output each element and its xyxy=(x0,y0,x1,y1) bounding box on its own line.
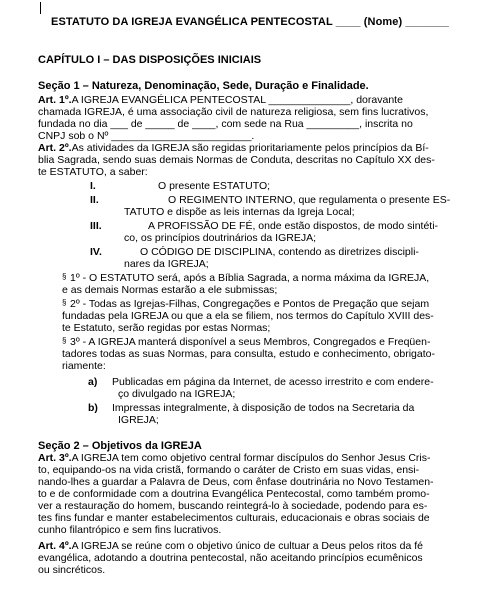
paragraph-1-line-2: e as demais Normas estarão a ele submissas; xyxy=(62,284,278,296)
item-b-line-1: Impressas integralmente, à disposição de todos na Secretaria da xyxy=(112,402,415,414)
art-1-label: Art. 1º. xyxy=(38,94,72,106)
art-3-line-3: nando-lhes a guardar a Palavra de Deus, com ênfase doutrinária no Novo Testamen- xyxy=(38,476,434,488)
paragraph-3-line-3: riamente: xyxy=(62,360,106,372)
art-2-line-2: blia Sagrada, sendo suas demais Normas de Conduta, descritas no Capítulo XX des- xyxy=(38,154,435,166)
chapter-heading: CAPÍTULO I – DAS DISPOSIÇÕES INICIAIS xyxy=(38,54,262,66)
art-3-line-7: cunho filantrópico e sem fins lucrativos. xyxy=(38,524,222,536)
art-2-label: Art. 2º. xyxy=(38,142,72,154)
item-ii-line-2: TATUTO e dispõe as leis internas da Igreja Local; xyxy=(124,206,355,218)
item-iv-number: IV. xyxy=(90,246,102,258)
item-a-line-2: ço divulgado na IGREJA; xyxy=(118,388,236,400)
art-2-line-1: Art. 2º.As atividades da IGREJA são regidas prioritariamente pelos princípios da Bí- xyxy=(38,142,429,154)
art-1-line-3: fundada no dia ___ de _____ de ____, com sede na Rua _________, inscrita no xyxy=(38,118,413,130)
paragraph-2-line-1: 2º - Todas as Igrejas-Filhas, Congregações e Pontos de Pregação que sejam xyxy=(70,298,430,310)
paragraph-2-line-2: fundadas pela IGREJA ou que a ela se filiem, nos termos do Capítulo XVIII des- xyxy=(62,310,434,322)
item-b-line-2: IGREJA; xyxy=(118,414,159,426)
page-bottom-fade xyxy=(38,592,462,600)
item-iii-number: III. xyxy=(90,220,102,232)
document-title: ESTATUTO DA IGREJA EVANGÉLICA PENTECOSTAL ____ (Nome) _______ xyxy=(51,16,449,28)
item-ii-number: II. xyxy=(90,194,99,206)
item-iii-line-2: co, os princípios doutrinários da IGREJA; xyxy=(124,232,317,244)
item-iv-line-1: O CÓDIGO DE DISCIPLINA, contendo as diretrizes discipli- xyxy=(140,246,419,258)
item-a-label: a) xyxy=(88,376,98,388)
item-iv-line-2: nares da IGREJA; xyxy=(124,258,209,270)
art-1-line-2: chamada IGREJA, é uma associação civil de natureza religiosa, sem fins lucrativos, xyxy=(38,106,429,118)
paragraph-1-line-1: 1º - O ESTATUTO será, após a Bíblia Sagrada, a norma máxima da IGREJA, xyxy=(70,272,430,284)
art-4-line-1: Art. 4º.A IGREJA se reúne com o objetivo único de cultuar a Deus pelos ritos da fé xyxy=(38,540,423,552)
art-4-line-2: evangélica, adotando a doutrina pentecostal, não aceitando princípios ecumênicos xyxy=(38,552,423,564)
item-ii-line-1: O REGIMENTO INTERNO, que regulamenta o presente ES- xyxy=(168,194,451,206)
item-a-line-1: Publicadas em página da Internet, de acesso irrestrito e com endere- xyxy=(112,376,434,388)
art-3-line-2: to, equipando-os na vida cristã, formando o caráter de Cristo em suas vidas, ensi- xyxy=(38,464,420,476)
paragraph-3-line-2: tadores todas as suas Normas, para consulta, estudo e conhecimento, obrigato- xyxy=(62,348,435,360)
item-b-label: b) xyxy=(88,402,98,414)
item-iii-line-1: A PROFISSÃO DE FÉ, onde estão dispostos, de modo sintéti- xyxy=(148,220,439,232)
art-1-line-4: CNPJ sob o Nº ________________________. xyxy=(38,130,255,142)
art-4-line-3: ou sincréticos. xyxy=(38,564,106,576)
art-3-line-4: to e de conformidade com a doutrina Evangélica Pentecostal, como também promo- xyxy=(38,488,430,500)
art-3-line-6: tes fins fundar e manter estabelecimentos culturais, educacionais e obras sociais de xyxy=(38,512,430,524)
item-i-number: I. xyxy=(90,180,96,192)
text-cursor xyxy=(40,2,41,14)
art-3-line-5: ver a restauração do homem, buscando reintegrá-lo à sociedade, podendo para es- xyxy=(38,500,428,512)
art-4-label: Art. 4º. xyxy=(38,540,72,552)
section-1-heading: Seção 1 – Natureza, Denominação, Sede, Duração e Finalidade. xyxy=(38,80,369,92)
art-3-line-1: Art. 3º.A IGREJA tem como objetivo central formar discípulos do Senhor Jesus Cris- xyxy=(38,452,431,464)
paragraph-2-line-3: te Estatuto, serão regidas por estas Normas; xyxy=(62,322,271,334)
section-2-heading: Seção 2 – Objetivos da IGREJA xyxy=(38,440,202,452)
paragraph-3-symbol: § xyxy=(62,336,67,345)
paragraph-2-symbol: § xyxy=(62,298,67,307)
art-3-label: Art. 3º. xyxy=(38,452,72,464)
art-2-line-3: te ESTATUTO, a saber: xyxy=(38,166,148,178)
art-1-line-1: Art. 1º.A IGREJA EVANGÉLICA PENTECOSTAL ______________, doravante xyxy=(38,94,403,106)
item-i-text: O presente ESTATUTO; xyxy=(158,180,271,192)
paragraph-1-symbol: § xyxy=(62,272,67,281)
paragraph-3-line-1: 3º - A IGREJA manterá disponível a seus Membros, Congregados e Freqüen- xyxy=(70,336,431,348)
